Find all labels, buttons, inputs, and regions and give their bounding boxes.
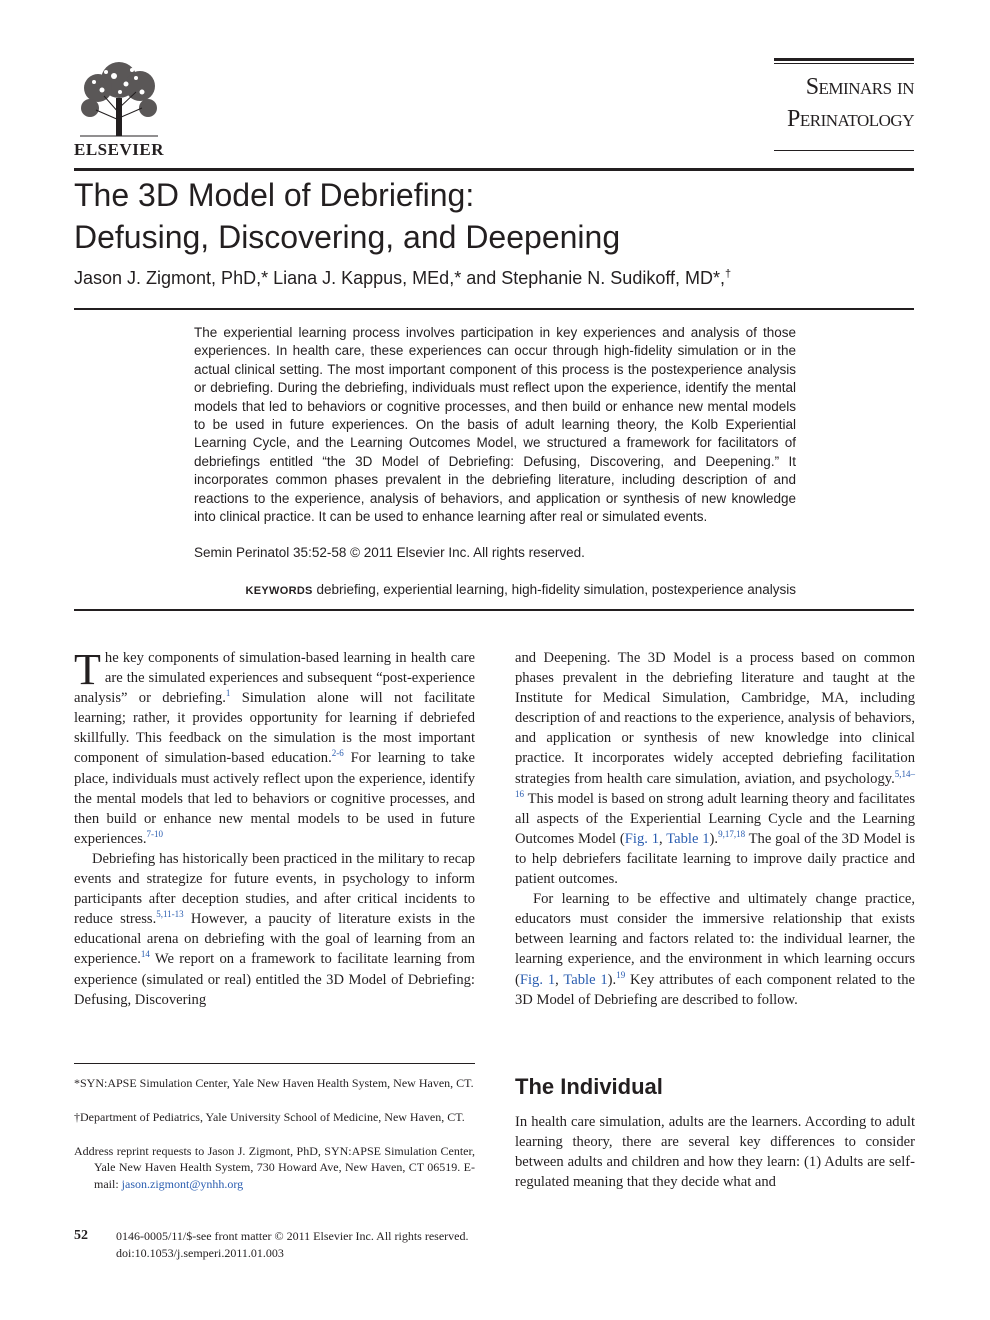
footnote-text: *SYN:APSE Simulation Center, Yale New Haven Health System, New Haven, CT. <box>74 1076 474 1090</box>
journal-title-line1: Seminars in <box>805 74 914 100</box>
body-paragraph <box>74 645 476 849</box>
reference-link[interactable]: 1 <box>225 688 231 699</box>
footnote-text <box>74 1143 475 1192</box>
footnote-address: Address reprint requests to Jason J. Zigmont, PhD, SYN:APSE Simulation Center, Yale New Haven Health System, 730 Howard Ave, New Haven, CT 06519. E-mail: <box>74 1144 475 1191</box>
journal-title-line2: Perinatology <box>787 106 914 132</box>
reference-link[interactable]: 9,17,18 <box>718 828 746 839</box>
body-column-right-continued <box>515 1112 915 1192</box>
paragraph-text: For learning to be effective and ultimately change practice, educators must consider the immersive relationship that exists between learning and factors related to: the individual learner, the learning experience, and the environment in which learning occurs ( <box>515 891 915 988</box>
publisher-name: ELSEVIER <box>74 140 164 159</box>
body-paragraph <box>515 648 915 889</box>
separator: , <box>659 830 667 847</box>
table-link[interactable]: Table 1 <box>666 830 710 847</box>
keywords-label: KEYWORDS <box>245 585 313 597</box>
footnote-text: †Department of Pediatrics, Yale University School of Medicine, New Haven, CT. <box>74 1110 465 1124</box>
body-column-left <box>74 645 476 1010</box>
paragraph-text: The goal of the 3D Model is to help debriefers facilitate learning to improve daily practice and patient outcomes. <box>515 830 915 888</box>
masthead-top-rule <box>774 58 914 61</box>
paragraph-text: Key attributes of each component related to the 3D Model of Debriefing are described to follow. <box>515 971 916 1008</box>
authors-text: Jason J. Zigmont, PhD,* Liana J. Kappus, MEd,* and Stephanie N. Sudikoff, MD*, <box>74 268 726 288</box>
body-paragraph: In health care simulation, adults are the learners. According to adult learning theory, there are several key differences to consider between adults and children and how they learn: (1) Adults are self-regulated meaning that they decide what and <box>515 1114 915 1191</box>
paragraph-text: Simulation alone will not facilitate learning; rather, it provides opportunity for learning if debriefed skillfully. This feedback on the simulation is the most important component of simulation-based education. <box>74 690 475 767</box>
article-title <box>74 174 914 258</box>
authors-rule <box>74 308 914 310</box>
elsevier-tree-icon <box>76 58 162 138</box>
citation-line: Semin Perinatol 35:52-58 © 2011 Elsevier Inc. All rights reserved. <box>194 545 585 560</box>
copyright-line: 0146-0005/11/$-see front matter © 2011 Elsevier Inc. All rights reserved. <box>116 1229 469 1243</box>
masthead-top-rule-thin <box>774 63 914 64</box>
doi-line: doi:10.1053/j.semperi.2011.01.003 <box>116 1246 284 1260</box>
title-line1: The 3D Model of Debriefing: <box>74 177 475 213</box>
section-heading: The Individual <box>515 1074 663 1099</box>
figure-link[interactable]: Fig. 1 <box>624 830 660 847</box>
keywords-text: debriefing, experiential learning, high-fidelity simulation, postexperience analysis <box>316 582 796 597</box>
abstract: The experiential learning process involves participation in key experiences and analysis of those experiences. In health care, these experiences can occur through high-fidelity simulation or in the actual clinical setting. The most important component of this process is the postexperience analysis or debriefing. During the debriefing, individuals must reflect upon the experience, identify the mental models that led to behaviors or cognitive processes, and then build or enhance new mental models to be used in future experiences. On the basis of adult learning theory, the Kolb Experiential Learning Cycle, and the Learning Outcomes Model, we structured a framework for facilitators of debriefings entitled “the 3D Model of Debriefing: Defusing, Discovering, and Deepening.” It incorporates common phases prevalent in the debriefing literature, including description of and reactions to the experience, analysis of behaviors, and application or synthesis of new knowledge into clinical practice. It can be used to enhance learning after real or simulated events. <box>194 325 796 525</box>
body-column-right <box>515 648 915 1010</box>
paragraph-text: This model is based on strong adult learning theory and facilitates all aspects of the Experiential Learning Cycle and the Learning Outcomes Model ( <box>515 790 915 847</box>
abstract-rule <box>74 609 914 611</box>
footnote-affiliation-1 <box>74 1075 475 1091</box>
footnote-reprint <box>74 1143 475 1192</box>
reference-link[interactable]: 5,11-13 <box>156 909 184 920</box>
paragraph-text: Debriefing has historically been practiced in the military to recap events and strategize for future events, in psychology to inform participants after deception studies, and after critical incidents to reduce stress. <box>74 850 475 928</box>
body-paragraph <box>74 849 475 1010</box>
authors-dagger: † <box>725 268 732 280</box>
paragraph-text: We report on a framework to facilitate learning from experience (simulated or real) entitled the 3D Model of Debriefing: Defusing, Discovering <box>74 951 475 1008</box>
body-paragraph <box>515 889 915 1010</box>
paragraph-text: ). <box>709 830 719 847</box>
reference-link[interactable]: 19 <box>616 969 626 980</box>
footnote-affiliation-2 <box>74 1109 475 1125</box>
title-line2: Defusing, Discovering, and Deepening <box>74 219 621 255</box>
table-link[interactable]: Table 1 <box>563 971 608 988</box>
paragraph-text: However, a paucity of literature exists in the educational arena on debriefing with the goal of learning from an experience. <box>74 911 475 968</box>
reference-link[interactable]: 2-6 <box>331 748 344 759</box>
page-number: 52 <box>74 1228 88 1243</box>
paragraph-text: and Deepening. The 3D Model is a process based on common phases prevalent in the debriefing literature and taught at the Institute for Medical Simulation, Cambridge, MA, including description of and reactions to the experience, analysis of behaviors, and application or synthesis of new knowledge into clinical practice. It incorporates widely accepted debriefing facilitation strategies from health care simulation, aviation, and psychology. <box>515 650 915 787</box>
masthead-bottom-rule <box>774 150 914 151</box>
keywords-line <box>194 582 796 597</box>
title-top-rule <box>74 168 914 171</box>
reference-link[interactable]: 5,14–16 <box>515 768 915 799</box>
reference-link[interactable]: 7-10 <box>146 828 164 839</box>
author-list <box>74 268 914 289</box>
footnote-rule <box>74 1063 475 1064</box>
paragraph-text: For learning to take place, individuals must actively reflect upon the experience, identify the mental models that led to behaviors or cognitive processes, and then build or enhance new mental models to be used in future experiences. <box>74 750 476 847</box>
email-link[interactable]: jason.zigmont@ynhh.org <box>121 1176 244 1191</box>
paragraph-text: ). <box>607 971 617 988</box>
separator: , <box>555 971 564 988</box>
reference-link[interactable]: 14 <box>140 949 150 960</box>
journal-masthead <box>774 58 914 154</box>
drop-cap: T <box>74 645 101 694</box>
paragraph-text: he key components of simulation-based learning in health care are the simulated experiences and subsequent “post-experience analysis” or debriefing. <box>74 650 475 707</box>
figure-link[interactable]: Fig. 1 <box>519 971 556 988</box>
